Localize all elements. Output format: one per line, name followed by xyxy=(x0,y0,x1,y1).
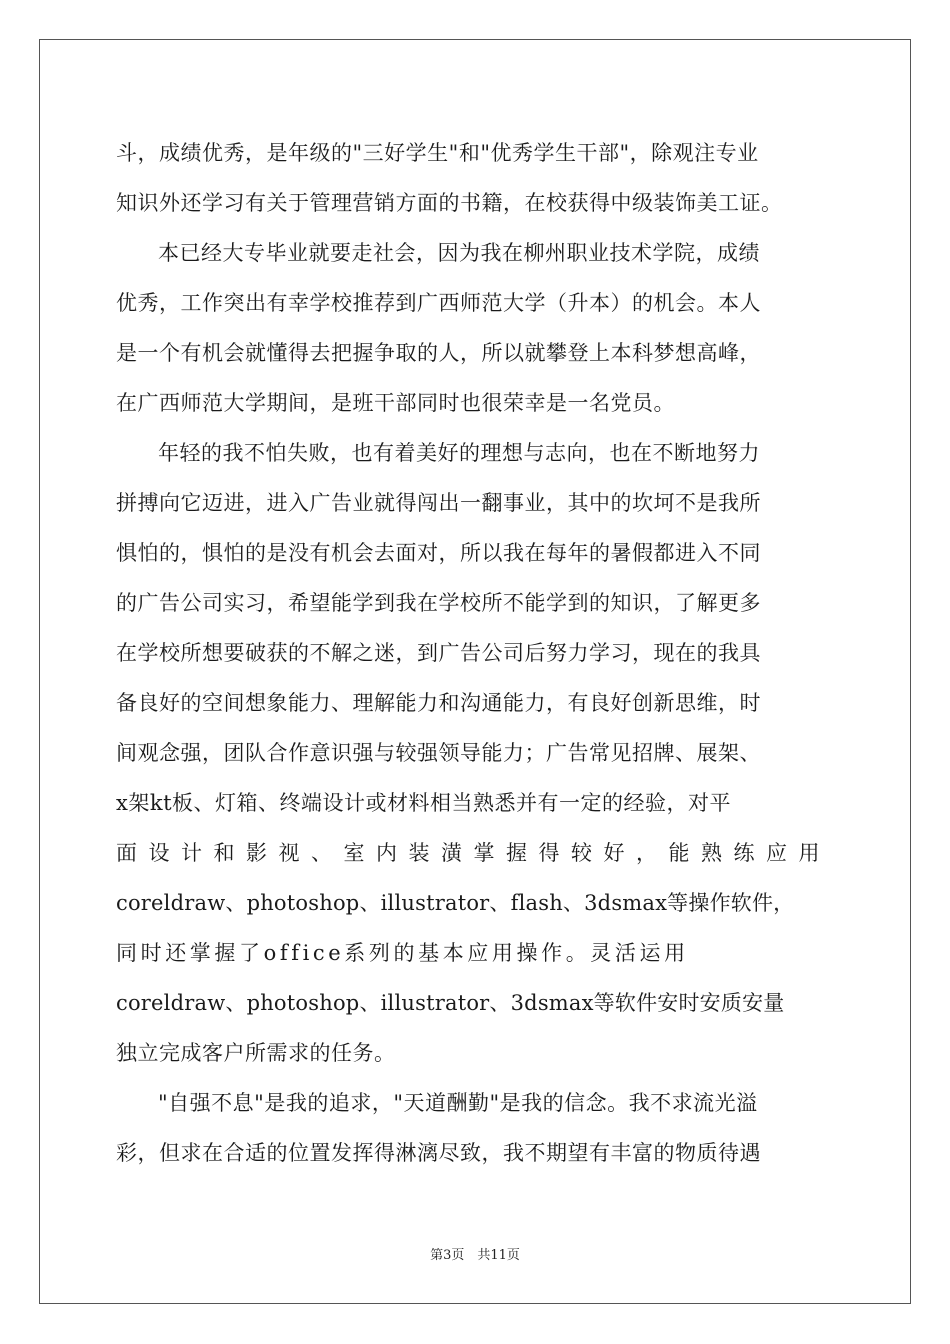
body-line: 间观念强，团队合作意识强与较强领导能力；广告常见招牌、展架、 xyxy=(116,741,761,765)
body-line: 优秀，工作突出有幸学校推荐到广西师范大学（升本）的机会。本人 xyxy=(116,291,761,315)
paragraph-start-line: "自强不息"是我的追求，"天道酬勤"是我的信念。我不求流光溢 xyxy=(158,1091,758,1115)
page-number-footer: 第3页 共11页 xyxy=(430,1248,520,1263)
body-line: 在学校所想要破获的不解之迷，到广告公司后努力学习，现在的我具 xyxy=(116,641,761,665)
document-body xyxy=(116,128,836,1178)
body-line: 知识外还学习有关于管理营销方面的书籍，在校获得中级装饰美工证。 xyxy=(116,191,783,215)
body-line: 拼搏向它迈进，进入广告业就得闯出一翻事业，其中的坎坷不是我所 xyxy=(116,491,761,515)
body-line: 彩，但求在合适的位置发挥得淋漓尽致，我不期望有丰富的物质待遇 xyxy=(116,1141,761,1165)
paragraph-start-line: 本已经大专毕业就要走社会，因为我在柳州职业技术学院，成绩 xyxy=(158,241,760,265)
body-line: 独立完成客户所需求的任务。 xyxy=(116,1041,396,1065)
body-line: 面设计和影视、室内装潢掌握得较好，能熟练应用 xyxy=(116,841,831,865)
body-line: 在广西师范大学期间，是班干部同时也很荣幸是一名党员。 xyxy=(116,391,675,415)
body-line: coreldraw、photoshop、illustrator、3dsmax等软件安时安质安量 xyxy=(116,991,785,1015)
body-line: 备良好的空间想象能力、理解能力和沟通能力，有良好创新思维，时 xyxy=(116,691,761,715)
body-line: 斗，成绩优秀，是年级的"三好学生"和"优秀学生干部"，除观注专业 xyxy=(116,141,759,165)
body-line: x架kt板、灯箱、终端设计或材料相当熟悉并有一定的经验，对平 xyxy=(116,791,732,815)
body-line: 惧怕的，惧怕的是没有机会去面对，所以我在每年的暑假都进入不同 xyxy=(116,541,761,565)
body-line: 的广告公司实习，希望能学到我在学校所不能学到的知识，了解更多 xyxy=(116,591,761,615)
paragraph-start-line: 年轻的我不怕失败，也有着美好的理想与志向，也在不断地努力 xyxy=(158,441,760,465)
body-line: coreldraw、photoshop、illustrator、flash、3dsmax等操作软件， xyxy=(116,891,795,915)
body-line: 同时还掌握了office系列的基本应用操作。灵活运用 xyxy=(116,941,689,965)
body-line: 是一个有机会就懂得去把握争取的人，所以就攀登上本科梦想高峰， xyxy=(116,341,761,365)
